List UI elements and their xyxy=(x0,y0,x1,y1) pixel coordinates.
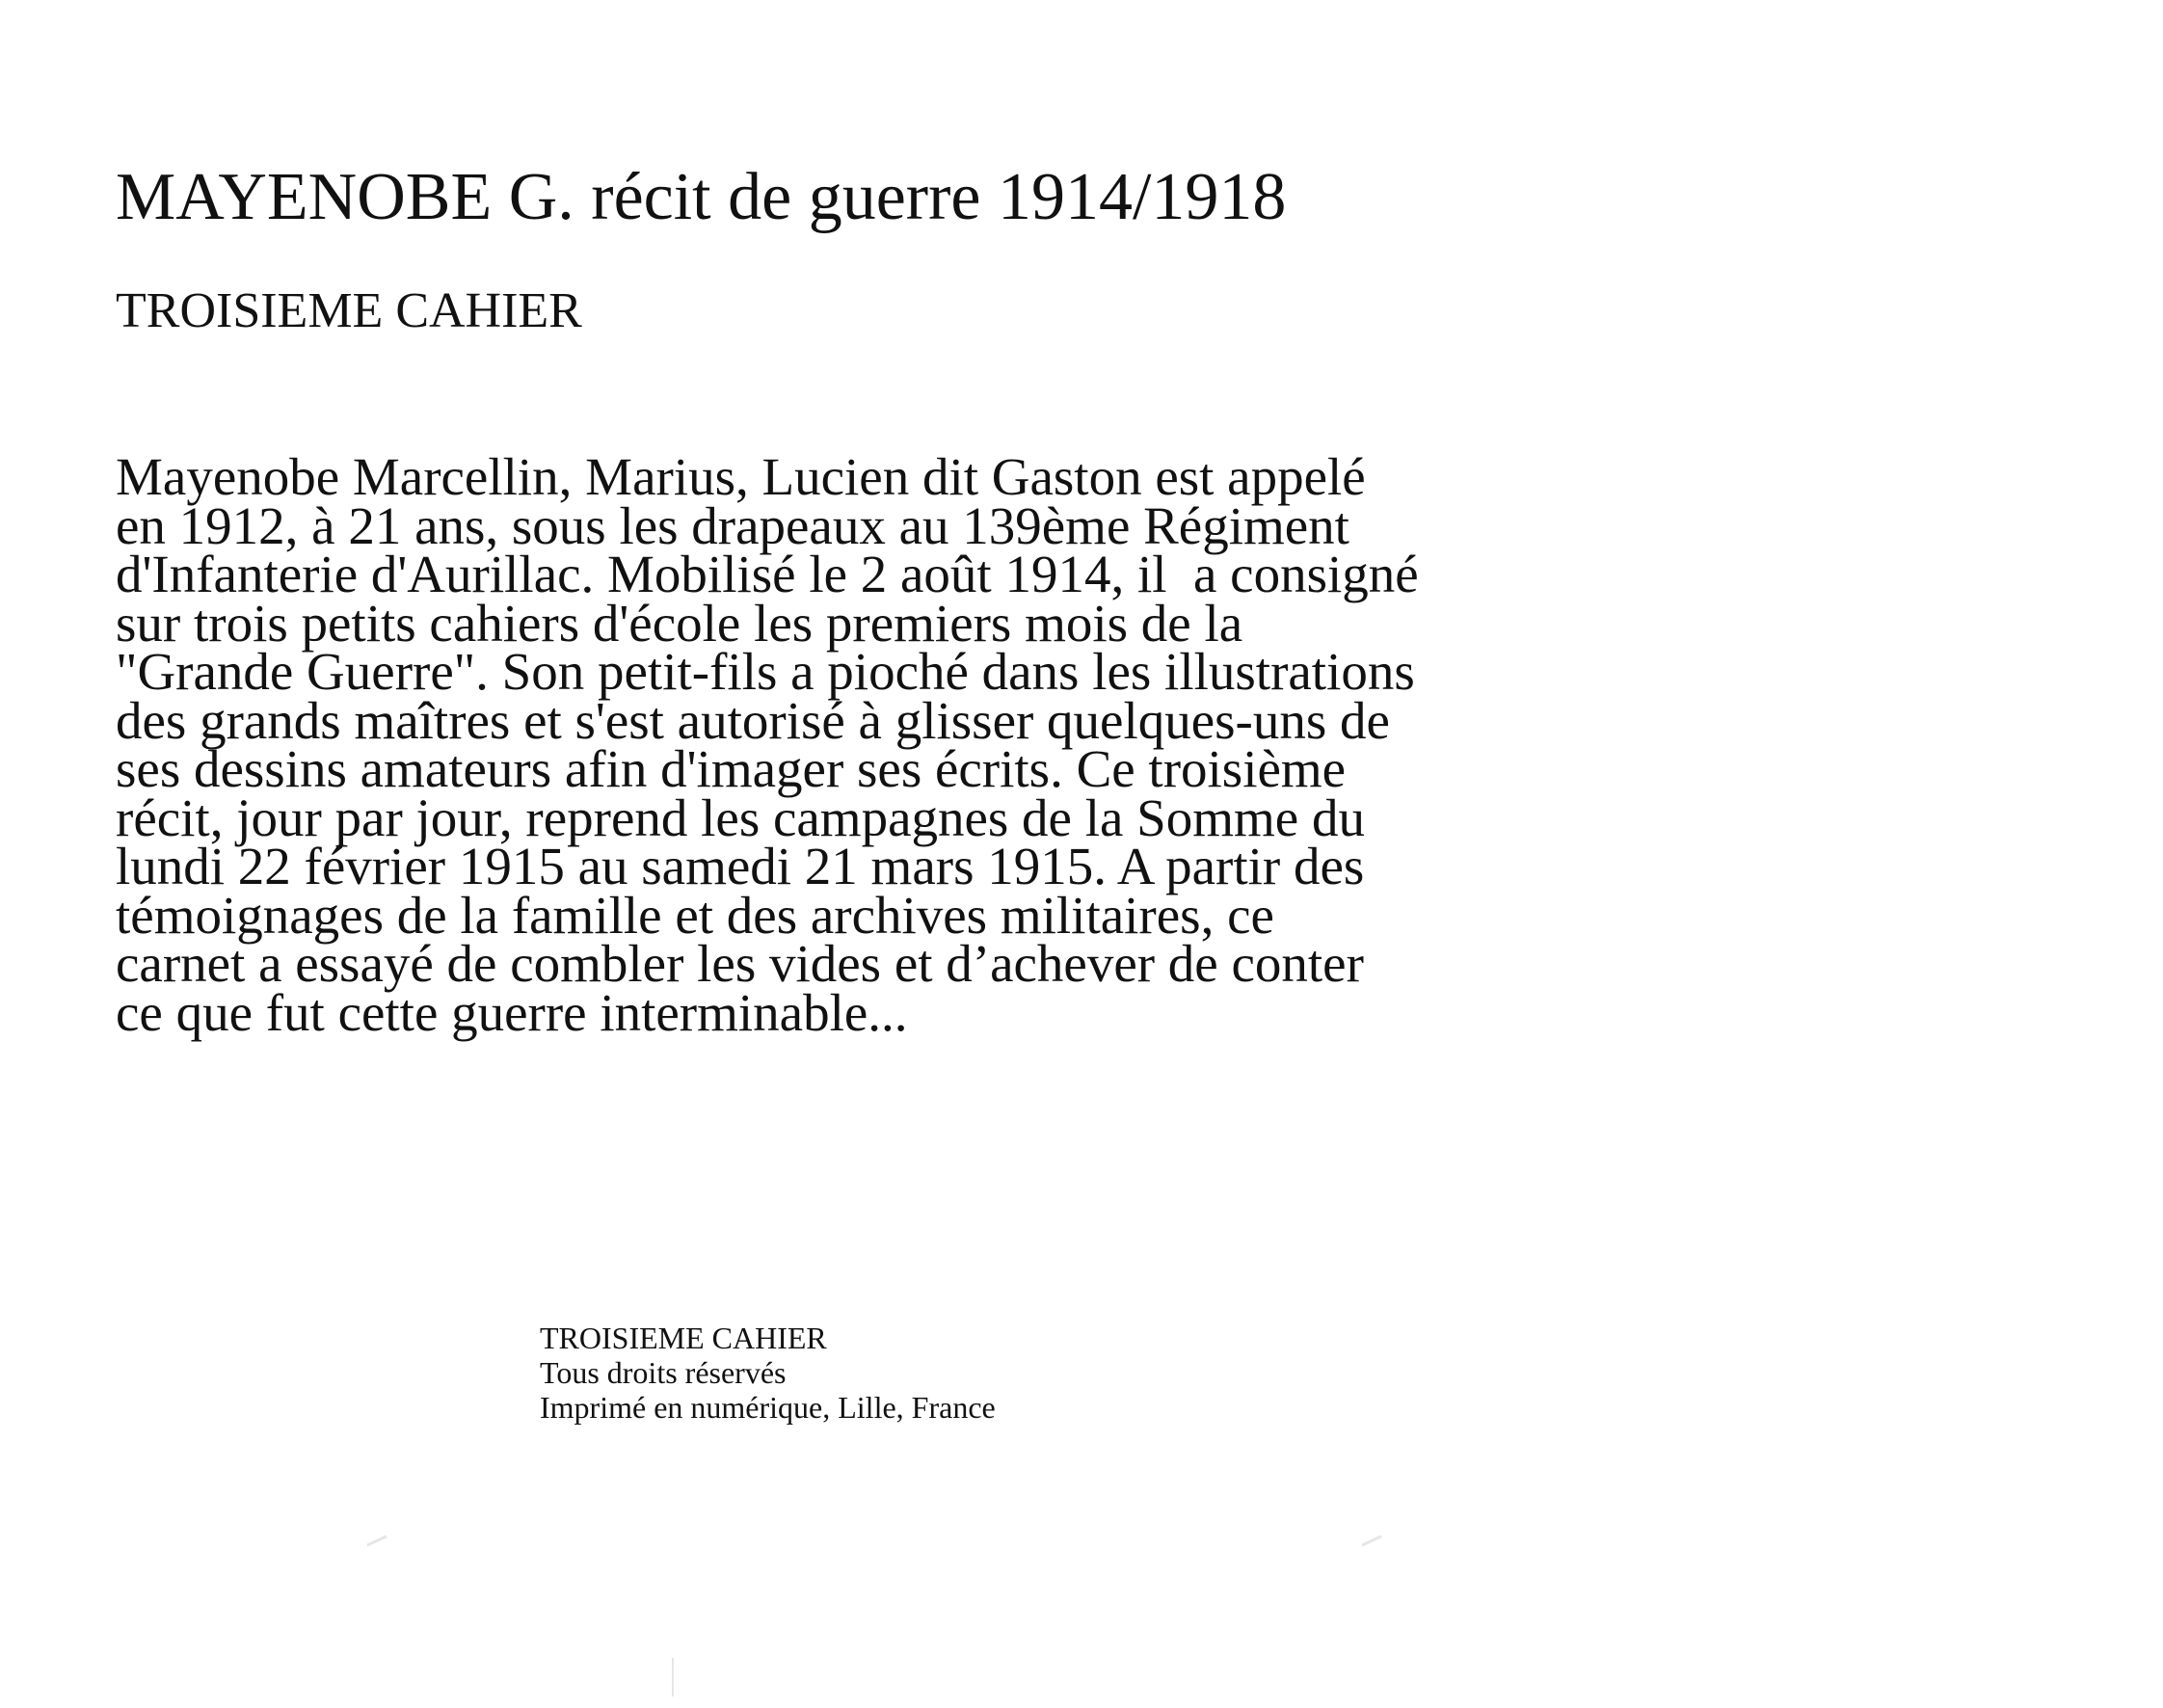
summary-line: d'Infanterie d'Aurillac. Mobilisé le 2 août 1914, il a consigné xyxy=(116,545,1419,603)
colophon-volume: TROISIEME CAHIER xyxy=(540,1321,827,1355)
scan-artifact xyxy=(672,1658,674,1696)
scan-artifact xyxy=(366,1535,387,1546)
colophon xyxy=(540,1321,996,1425)
summary-line: en 1912, à 21 ans, sous les drapeaux au 139ème Régiment xyxy=(116,495,1349,555)
summary-line: des grands maîtres et s'est autorisé à glisser quelques-uns de xyxy=(116,690,1390,750)
document-title: MAYENOBE G. récit de guerre 1914/1918 xyxy=(116,160,1287,234)
document-subtitle: TROISIEME CAHIER xyxy=(116,283,582,338)
scan-artifact xyxy=(1361,1535,1381,1546)
summary-line: ses dessins amateurs afin d'imager ses écrits. Ce troisième xyxy=(116,739,1347,798)
summary-line: témoignages de la famille et des archives militaires, ce xyxy=(116,885,1274,945)
summary-line: Mayenobe Marcellin, Marius, Lucien dit Gaston est appelé xyxy=(116,447,1366,506)
colophon-printing: Imprimé en numérique, Lille, France xyxy=(540,1390,996,1425)
summary-line: lundi 22 février 1915 au samedi 21 mars 1915. A partir des xyxy=(116,837,1365,895)
summary-line: carnet a essayé de combler les vides et d’achever de conter xyxy=(116,934,1364,993)
summary-paragraph xyxy=(116,447,1639,1042)
summary-line: récit, jour par jour, reprend les campagnes de la Somme du xyxy=(116,787,1365,847)
summary-line: sur trois petits cahiers d'école les premiers mois de la xyxy=(116,593,1243,653)
summary-line: ce que fut cette guerre interminable... xyxy=(116,982,908,1042)
summary-line: "Grande Guerre". Son petit-fils a pioché dans les illustrations xyxy=(116,642,1415,701)
colophon-rights: Tous droits réservés xyxy=(540,1355,787,1390)
